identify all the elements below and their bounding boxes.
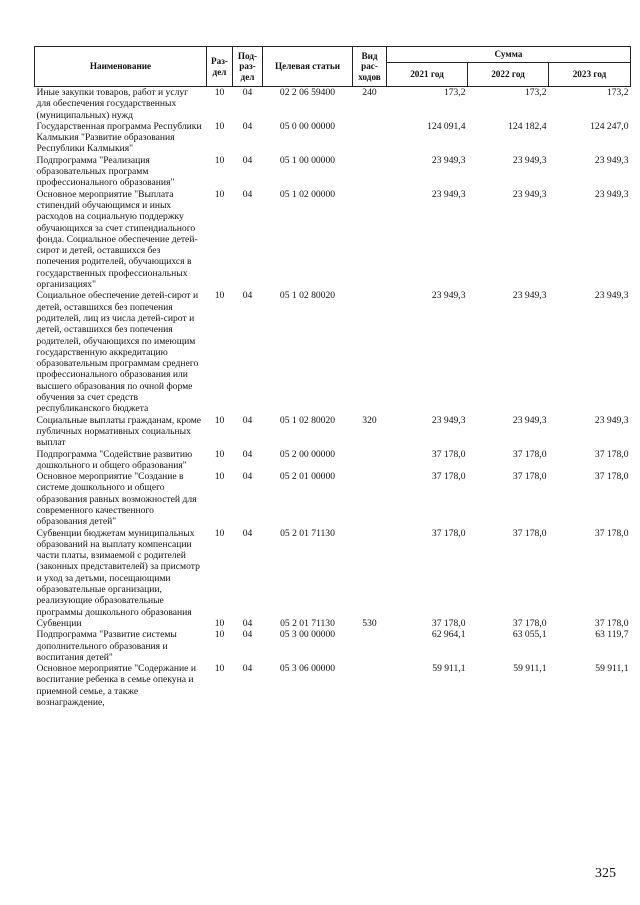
header-year-2021: 2021 год xyxy=(387,63,468,87)
table-row xyxy=(35,155,631,189)
cell-2021: 23 949,3 xyxy=(431,154,466,166)
cell-2023: 37 178,0 xyxy=(594,448,629,460)
cell-target: 05 3 06 00000 xyxy=(279,663,336,675)
cell-expense-type xyxy=(353,155,387,189)
table-row xyxy=(35,290,631,414)
cell-2021: 37 178,0 xyxy=(431,448,466,460)
cell-subsection: 04 xyxy=(242,290,253,302)
cell-name: Подпрограмма "Развитие системы дополнительного образования и воспитания детей" xyxy=(36,629,177,663)
cell-target: 05 1 02 80020 xyxy=(279,414,336,426)
cell-target: 05 1 00 00000 xyxy=(279,154,336,166)
cell-2022: 23 949,3 xyxy=(512,290,547,302)
cell-2023: 37 178,0 xyxy=(594,527,629,539)
cell-name: Иные закупки товаров, работ и услуг для обеспечения государственных (муниципальных) нужд xyxy=(36,87,189,121)
cell-section: 10 xyxy=(214,527,225,539)
cell-subsection: 04 xyxy=(242,414,253,426)
cell-2022: 37 178,0 xyxy=(512,471,547,483)
cell-subsection: 04 xyxy=(242,629,253,641)
cell-subsection: 04 xyxy=(242,663,253,675)
cell-2021: 37 178,0 xyxy=(431,527,466,539)
cell-2021: 23 949,3 xyxy=(431,414,466,426)
cell-2021: 23 949,3 xyxy=(431,188,466,200)
cell-section: 10 xyxy=(214,414,225,426)
cell-2023: 173,2 xyxy=(606,87,629,98)
cell-subsection: 04 xyxy=(242,448,253,460)
cell-section: 10 xyxy=(214,663,225,675)
table-body xyxy=(35,87,631,709)
cell-2022: 23 949,3 xyxy=(512,414,547,426)
table-row xyxy=(35,87,631,121)
cell-2022: 37 178,0 xyxy=(512,448,547,460)
cell-2021: 124 091,4 xyxy=(427,120,466,132)
cell-target: 05 2 01 00000 xyxy=(279,471,336,483)
cell-target: 05 1 02 00000 xyxy=(279,188,336,200)
cell-expense-type xyxy=(353,629,387,663)
header-name: Наименование xyxy=(35,47,207,87)
cell-target: 05 0 00 00000 xyxy=(279,120,336,132)
cell-2023: 37 178,0 xyxy=(594,471,629,483)
cell-2022: 23 949,3 xyxy=(512,154,547,166)
cell-section: 10 xyxy=(214,87,225,98)
cell-subsection: 04 xyxy=(242,120,253,132)
cell-2023: 59 911,1 xyxy=(595,663,629,675)
cell-section: 10 xyxy=(214,290,225,302)
header-expense-type: Вид рас-ходов xyxy=(353,47,387,87)
cell-subsection: 04 xyxy=(242,527,253,539)
cell-2021: 37 178,0 xyxy=(431,617,466,629)
header-section: Раз-дел xyxy=(207,47,233,87)
cell-expense-type xyxy=(353,290,387,414)
cell-expense-type xyxy=(353,471,387,527)
header-subsection: Под-раз-дел xyxy=(233,47,263,87)
cell-expense-type xyxy=(353,121,387,155)
cell-section: 10 xyxy=(214,629,225,641)
cell-target: 05 3 00 00000 xyxy=(279,629,336,641)
cell-target: 05 2 01 71130 xyxy=(280,617,335,629)
cell-2023: 23 949,3 xyxy=(594,154,629,166)
header-target: Целевая статьи xyxy=(263,47,353,87)
cell-2023: 63 119,7 xyxy=(595,629,629,641)
table-row xyxy=(35,449,631,472)
cell-name: Основное мероприятие "Содержание и воспитание ребенка в семье опекуна и приемной семье, а также вознаграждение, xyxy=(36,663,196,709)
cell-2022: 37 178,0 xyxy=(512,527,547,539)
cell-expense-type xyxy=(353,449,387,472)
cell-target: 05 2 00 00000 xyxy=(279,448,336,460)
cell-section: 10 xyxy=(214,471,225,483)
cell-target: 05 1 02 80020 xyxy=(279,290,336,302)
cell-section: 10 xyxy=(214,617,225,629)
cell-section: 10 xyxy=(214,154,225,166)
table-row xyxy=(35,629,631,663)
cell-section: 10 xyxy=(214,448,225,460)
table-row xyxy=(35,528,631,618)
cell-name: Социальные выплаты гражданам, кроме публичных нормативных социальных выплат xyxy=(36,414,202,449)
cell-section: 10 xyxy=(214,188,225,200)
cell-target: 05 2 01 71130 xyxy=(280,527,335,539)
cell-name: Подпрограмма "Содействие развитию дошкольного и общего образования" xyxy=(36,448,193,471)
cell-2021: 173,2 xyxy=(443,87,466,98)
cell-expense-type xyxy=(353,189,387,291)
table-row xyxy=(35,189,631,291)
cell-name: Субвенции xyxy=(36,617,82,629)
cell-subsection: 04 xyxy=(242,471,253,483)
cell-expense-type xyxy=(353,528,387,618)
cell-name: Социальное обеспечение детей-сирот и детей, оставшихся без попечения родителей, лиц из числа детей-сирот и детей, оставшихся без попечения родителей, обучающихся по имеющим государственную аккредитацию образовательным программам среднего профессионального образования или высшего образования по очной форме обучения за счет средств республиканского бюджета xyxy=(36,290,199,415)
cell-2021: 37 178,0 xyxy=(431,471,466,483)
cell-name: Основное мероприятие "Выплата стипендий обучающимся и иных расходов на социальную поддержку обучающихся за счет стипендиального фонда. Социальное обеспечение детей-сирот и детей, оставшихся без попечения родителей, обучающихся в государственных профессиональных организациях" xyxy=(36,188,198,291)
table-row xyxy=(35,471,631,527)
cell-2023: 23 949,3 xyxy=(594,290,629,302)
cell-subsection: 04 xyxy=(242,154,253,166)
cell-name: Основное мероприятие "Создание в системе дошкольного и общего образования равных возможностей для современного качественного образования детей" xyxy=(36,471,197,528)
cell-subsection: 04 xyxy=(242,617,253,629)
cell-name: Государственная программа Республики Калмыкия "Развитие образования Республики Калмыкия" xyxy=(36,120,202,155)
header-year-2022: 2022 год xyxy=(468,63,549,87)
table-row xyxy=(35,415,631,449)
table-row xyxy=(35,663,631,708)
cell-subsection: 04 xyxy=(242,188,253,200)
cell-2022: 173,2 xyxy=(524,87,547,98)
cell-2022: 124 182,4 xyxy=(508,120,547,132)
table-row xyxy=(35,121,631,155)
page-number: 325 xyxy=(595,866,616,881)
table-header xyxy=(35,47,631,87)
cell-2021: 23 949,3 xyxy=(431,290,466,302)
cell-name: Подпрограмма "Реализация образовательных программ профессионального образования" xyxy=(36,154,175,189)
budget-table xyxy=(34,46,631,708)
cell-2022: 37 178,0 xyxy=(512,617,547,629)
cell-name: Субвенции бюджетам муниципальных образований на выплату компенсации части платы, взимаемой с родителей (законных представителей) за присмотр и уход за детьми, посещающими образовательные организации, реализующие образовательные программы дошкольного образования xyxy=(36,527,200,618)
cell-2023: 23 949,3 xyxy=(594,188,629,200)
table-row xyxy=(35,618,631,629)
cell-2022: 59 911,1 xyxy=(513,663,547,675)
cell-2022: 23 949,3 xyxy=(512,188,547,200)
cell-expense-type: 320 xyxy=(362,414,377,426)
cell-2021: 62 964,1 xyxy=(431,629,466,641)
cell-target: 02 2 06 59400 xyxy=(279,87,336,98)
cell-expense-type: 240 xyxy=(362,87,377,98)
header-year-2023: 2023 год xyxy=(549,63,631,87)
header-sum: Сумма xyxy=(387,47,631,63)
cell-2023: 124 247,0 xyxy=(590,120,629,132)
cell-2023: 23 949,3 xyxy=(594,414,629,426)
cell-expense-type: 530 xyxy=(362,617,377,629)
cell-subsection: 04 xyxy=(242,87,253,98)
cell-2022: 63 055,1 xyxy=(512,629,547,641)
cell-section: 10 xyxy=(214,120,225,132)
cell-expense-type xyxy=(353,663,387,708)
cell-2021: 59 911,1 xyxy=(432,663,466,675)
cell-2023: 37 178,0 xyxy=(594,617,629,629)
